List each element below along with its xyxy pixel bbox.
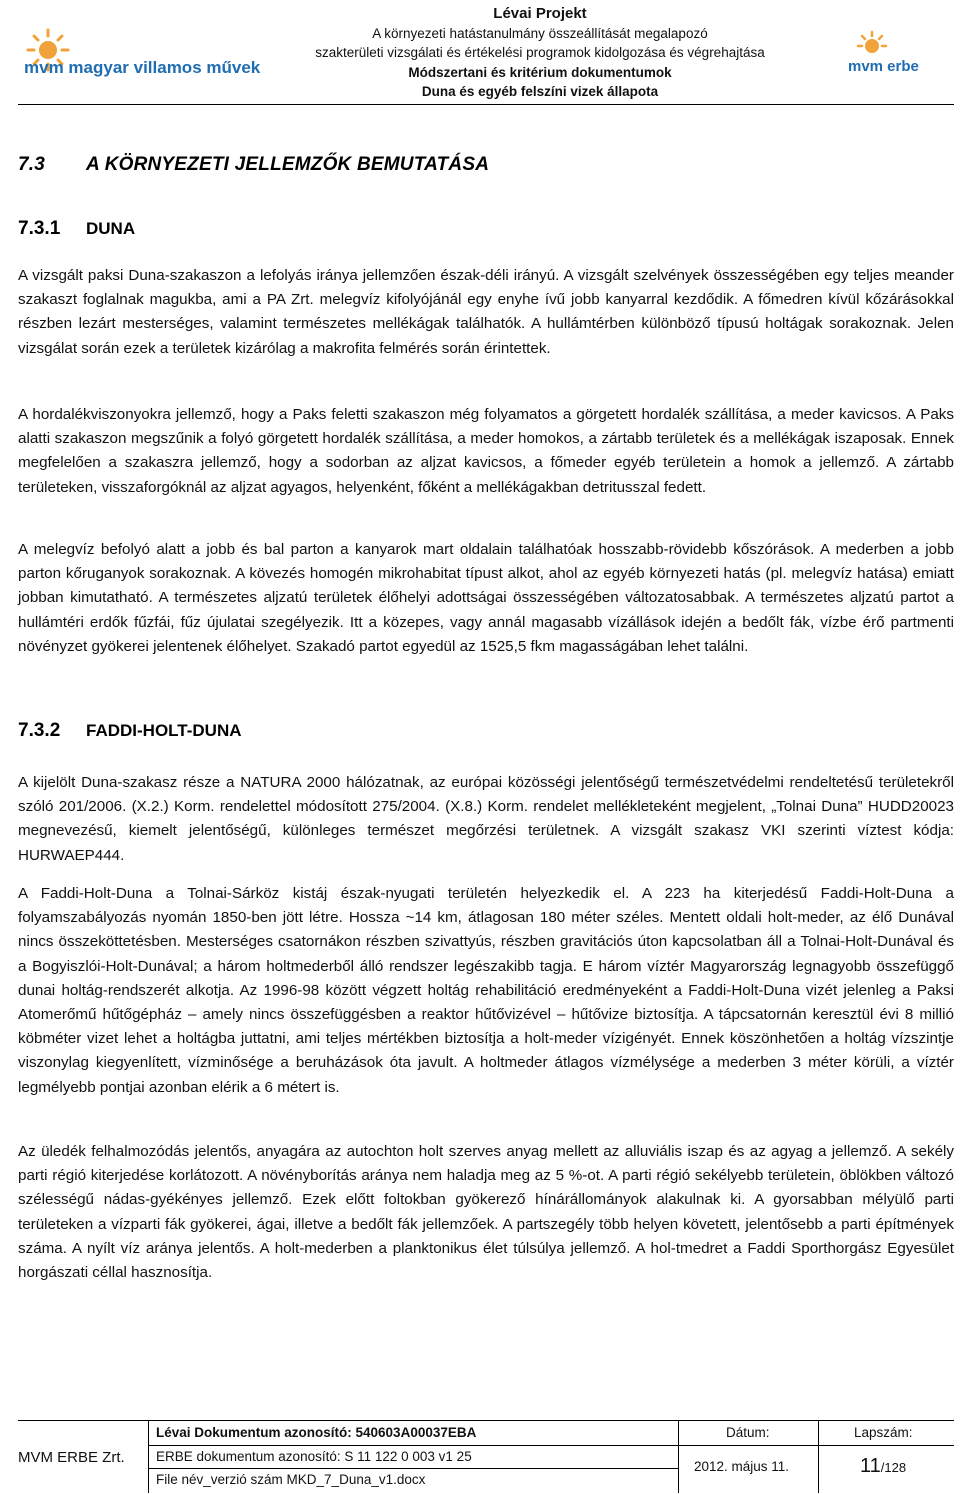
mvm-logo — [18, 26, 288, 78]
logo-right-text: mvm erbe — [848, 58, 919, 75]
footer-file-name: File név_verzió szám MKD_7_Duna_v1.docx — [156, 1472, 426, 1487]
subsection-title-2: FADDI-HOLT-DUNA — [86, 721, 242, 740]
footer-divider — [678, 1421, 679, 1493]
subsection-heading-2 — [18, 720, 242, 742]
footer-divider — [148, 1445, 954, 1446]
page-footer — [18, 1420, 954, 1493]
header-titles — [300, 4, 780, 102]
footer-page-label: Lapszám: — [854, 1425, 913, 1440]
footer-erbe-id: ERBE dokumentum azonosító: S 11 122 0 003 v1 25 — [156, 1449, 472, 1464]
header-divider — [18, 104, 954, 105]
paragraph: A Faddi-Holt-Duna a Tolnai-Sárköz kistáj észak-nyugati területén helyezkedik el. A 223 ha kiterjedésű Faddi-Holt-Duna a folyamszabályozás nyomán 1850-ben jött létre. Hossza ~14 km, átlagosan 180 méter széles. Mentett oldali holt-meder, az élő Dunával nincs összeköttetésben. Mesterséges csatornákon részben szivattyús, részben gravitációs úton kapcsolatban áll a Tolnai-Holt-Dunával és a Bogyiszlói-Holt-Dunával; a három holtmederből álló rendszer legészakibb tagja. E három víztér Magyarország legnagyobb összefüggő dunai holtág-rendszerét alkotja. Az 1996-98 között végzett holtág rehabilitáció eredményeként a Faddi-Holt-Duna vizét jelenleg a Paksi Atomerőmű hűtőgépház – amely nincs összefüggésben a reaktor hűtővizével – hűtővize biztosítja. A tápcsatornán keresztül évi 8 millió köbméter vizet lehet a holtágba juttatni, ami teljes mértékben biztosítja a holt-meder vízigényét. Ennek köszönhetően a holtág vízszintje viszonylag kiegyenlített, vízminősége a beruházások óta javult. A holtmeder átlagos vízmélysége a mederben 3 méter körüli, a víztér legmélyebb pontjai azonban elérik a 6 métert is. — [18, 885, 954, 1096]
page-header — [0, 0, 960, 108]
footer-levai-id: Lévai Dokumentum azonosító: 540603A00037EBA — [156, 1425, 477, 1440]
paragraph: A melegvíz befolyó alatt a jobb és bal parton a kanyarok mart oldalain találhatóak hosszabb-rövidebb kőszórások. A mederben a jobb parton kőruganyok sorakoznak. A kövezés homogén mikrohabitat típust alkot, ahol az egyéb környezeti hatás (pl. melegvíz hatása) emiatt jobban kimutatható. A természetes aljzatú területek élőhelyi adottságai összességében változatosabbak. A természetes aljzatú partot a hullámtéri erdők fűzfái, fűz újulatai szegélyezik. Itt a közepes, vagy annál magasabb vízállások idején a bedőlt fák, vízbe érő partmenti növényzet gyökerei jelentenek élőhelyet. Szakadó partot egyedül az 1525,5 fkm magasságában lehet találni. — [18, 541, 954, 655]
subsection-title-1: DUNA — [86, 219, 136, 238]
footer-divider — [818, 1421, 819, 1493]
paragraph: A vizsgált paksi Duna-szakaszon a lefolyás iránya jellemzően észak-déli irányú. A vizsgált szelvények összességében egy teljes meander szakaszt foglalnak magukba, ami a PA Zrt. melegvíz kifolyójánál egy enyhe ívű jobb kanyarral kezdődik. A főmedren kívül kőzárásokkal részben lezárt mesterséges, valamint természetes mellékágak találhatók. A hullámtérben különböző típusú holtágak sorakoznak. Jelen vizsgálat során ezek a területek kizárólag a makrofita felmérés során érintettek. — [18, 267, 954, 357]
footer-date-value: 2012. május 11. — [694, 1459, 790, 1474]
subsection-heading-1 — [18, 218, 135, 240]
page-current: 11 — [860, 1455, 881, 1477]
footer-divider — [148, 1421, 149, 1493]
footer-date-label: Dátum: — [726, 1425, 770, 1440]
footer-page-number — [860, 1455, 906, 1478]
mvm-erbe-logo — [846, 30, 950, 78]
page-total: /128 — [880, 1460, 907, 1475]
header-line-2: szakterületi vizsgálati és értékelési programok kidolgozása és végrehajtása — [315, 45, 765, 60]
footer-company: MVM ERBE Zrt. — [18, 1449, 125, 1466]
paragraph: A kijelölt Duna-szakasz része a NATURA 2000 hálózatnak, az európai közösségi jelentőségű természetvédelmi rendeltetésű területekről szóló 201/2006. (X.2.) Korm. rendelettel módosított 275/2004. (X.8.) Korm. rendelet mellékleteként megjelent, „Tolnai Duna” HUDD20023 megnevezésű, kiemelt jelentőségű, különleges természet megőrzési területnek. A vizsgált szakasz VKI szerinti víztest kódja: HURWAEP444. — [18, 774, 954, 864]
section-number: 7.3 — [18, 154, 46, 175]
paragraph: Az üledék felhalmozódás jelentős, anyagára az autochton holt szerves anyag mellett az alluviális iszap és az agyag a jellemző. A sekély parti régió kiterjedése korlátozott. A növényborítás aránya nem haladja meg az 5 %-ot. A parti régió sekélyebb területein, öblökben változó szélességű nádas-gyékényes jellemző. Ezek előtt foltokban gyökerező hínárállományok alakulnak ki. A gyorsabban mélyülő parti területeken a vízparti fák gyökerei, ágai, illetve a bedőlt fák jellemzőek. A partszegély több helyen követett, jelentősebb a parti építmények száma. A nyílt víz aránya jelentős. A holt-mederben a planktonikus élet túlsúlya jellemző. A hol-tmedret a Faddi Sporthorgász Egyesület horgászati céllal hasznosítja. — [18, 1143, 954, 1282]
project-title: Lévai Projekt — [493, 5, 587, 22]
paragraph: A hordalékviszonyokra jellemző, hogy a Paks feletti szakaszon még folyamatos a görgetett hordalék szállítása, a meder kavicsos. A Paks alatti szakaszon megszűnik a folyó görgetett hordalék szállítása, a meder homokos, a zártabb területek és a mellékágak iszaposak. Ennek megfelelően a szakaszra jellemző, hogy a sodorban az aljzat kavicsos, a főmeder egyéb területein a homok a jellemző. A zártabb területeken, visszaforgóknál az aljzat agyagos, helyenként, főként a mellékágakban detritusszal fedett. — [18, 406, 954, 496]
subsection-number-1: 7.3.1 — [18, 218, 61, 239]
header-line-1: A környezeti hatástanulmány összeállítását megalapozó — [372, 25, 708, 41]
section-heading — [18, 154, 489, 176]
footer-divider — [148, 1468, 678, 1469]
logo-left-text: mvm magyar villamos művek — [24, 58, 261, 77]
header-line-3: Módszertani és kritérium dokumentumok — [408, 64, 672, 80]
subsection-number-2: 7.3.2 — [18, 720, 61, 741]
header-line-4: Duna és egyéb felszíni vizek állapota — [421, 84, 659, 99]
section-title: A KÖRNYEZETI JELLEMZŐK BEMUTATÁSA — [86, 154, 490, 175]
